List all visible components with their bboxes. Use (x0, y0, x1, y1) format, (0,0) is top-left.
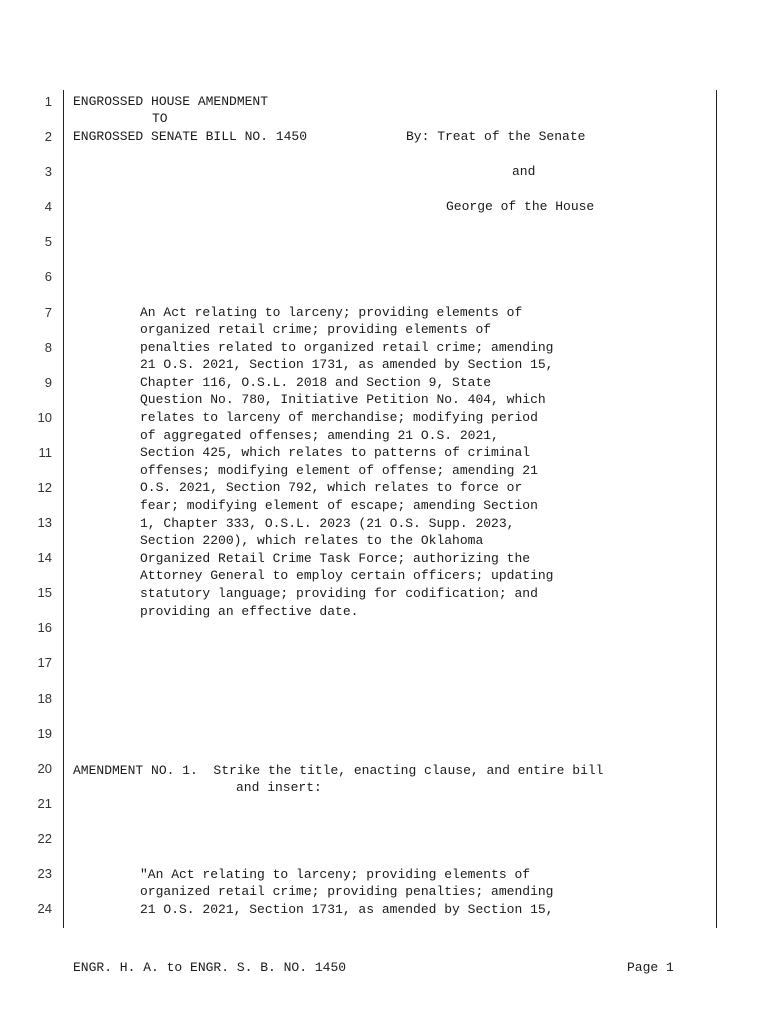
act-title-line: organized retail crime; providing elements of (140, 322, 492, 337)
line-number: 9 (44, 375, 52, 390)
line-number: 1 (44, 94, 52, 109)
line-number: 6 (44, 269, 52, 284)
and-conjunction: and (512, 164, 536, 179)
line-number: 12 (37, 480, 52, 495)
right-margin-rule (716, 90, 717, 928)
line-number: 19 (37, 726, 52, 741)
amendment-continuation: and insert: (236, 780, 322, 795)
act-title-line: of aggregated offenses; amending 21 O.S. 2021, (140, 428, 499, 443)
footer-bill-reference: ENGR. H. A. to ENGR. S. B. NO. 1450 (73, 960, 347, 975)
line-number: 15 (37, 585, 52, 600)
line-number: 23 (37, 866, 52, 881)
line-number: 14 (37, 550, 52, 565)
line-number: 22 (37, 831, 52, 846)
act-title-line: Section 2200), which relates to the Oklahoma (140, 533, 484, 548)
act-title-line: Chapter 116, O.S.L. 2018 and Section 9, State (140, 375, 492, 390)
line-number: 4 (44, 199, 52, 214)
author-house: George of the House (446, 199, 595, 214)
footer-page-number: Page 1 (627, 960, 674, 975)
act-title-line: Organized Retail Crime Task Force; authorizing the (140, 551, 531, 566)
bill-number: ENGROSSED SENATE BILL NO. 1450 (73, 129, 308, 144)
act-title-line: penalties related to organized retail crime; amending (140, 340, 554, 355)
line-number: 18 (37, 691, 52, 706)
act-title-line: An Act relating to larceny; providing elements of (140, 305, 523, 320)
line-number: 11 (38, 445, 52, 460)
act-title-line: O.S. 2021, Section 792, which relates to force or (140, 480, 523, 495)
act-title-line: fear; modifying element of escape; amending Section (140, 498, 538, 513)
line-number: 7 (44, 305, 52, 320)
act-title-line: offenses; modifying element of offense; amending 21 (140, 463, 538, 478)
act-title-line: Attorney General to employ certain officers; updating (140, 568, 554, 583)
act-title-line: 1, Chapter 333, O.S.L. 2023 (21 O.S. Supp. 2023, (140, 516, 515, 531)
line-number: 3 (44, 164, 52, 179)
line-number: 2 (44, 129, 52, 144)
act-title-line: 21 O.S. 2021, Section 1731, as amended by Section 15, (140, 357, 554, 372)
left-margin-rule (63, 90, 64, 928)
insert-line: "An Act relating to larceny; providing elements of (140, 867, 531, 882)
line-number: 10 (37, 410, 52, 425)
act-title-line: relates to larceny of merchandise; modifying period (140, 410, 538, 425)
line-number: 8 (44, 340, 52, 355)
amendment-heading: AMENDMENT NO. 1. Strike the title, enacting clause, and entire bill (73, 763, 604, 778)
line-number: 16 (37, 620, 52, 635)
act-title-line: statutory language; providing for codification; and (140, 586, 538, 601)
line-number: 5 (44, 234, 52, 249)
line-number: 24 (37, 901, 52, 916)
act-title-line: Question No. 780, Initiative Petition No. 404, which (140, 392, 546, 407)
author-senate: By: Treat of the Senate (406, 129, 586, 144)
line-number: 20 (37, 761, 52, 776)
line-number: 17 (37, 655, 52, 670)
header-to: TO (152, 111, 168, 126)
line-number: 21 (37, 796, 52, 811)
act-title-line: Section 425, which relates to patterns of criminal (140, 445, 531, 460)
act-title-line: providing an effective date. (140, 604, 359, 619)
insert-line: organized retail crime; providing penalties; amending (140, 884, 554, 899)
line-number: 13 (37, 515, 52, 530)
header-title: ENGROSSED HOUSE AMENDMENT (73, 94, 269, 109)
insert-line: 21 O.S. 2021, Section 1731, as amended by Section 15, (140, 902, 554, 917)
